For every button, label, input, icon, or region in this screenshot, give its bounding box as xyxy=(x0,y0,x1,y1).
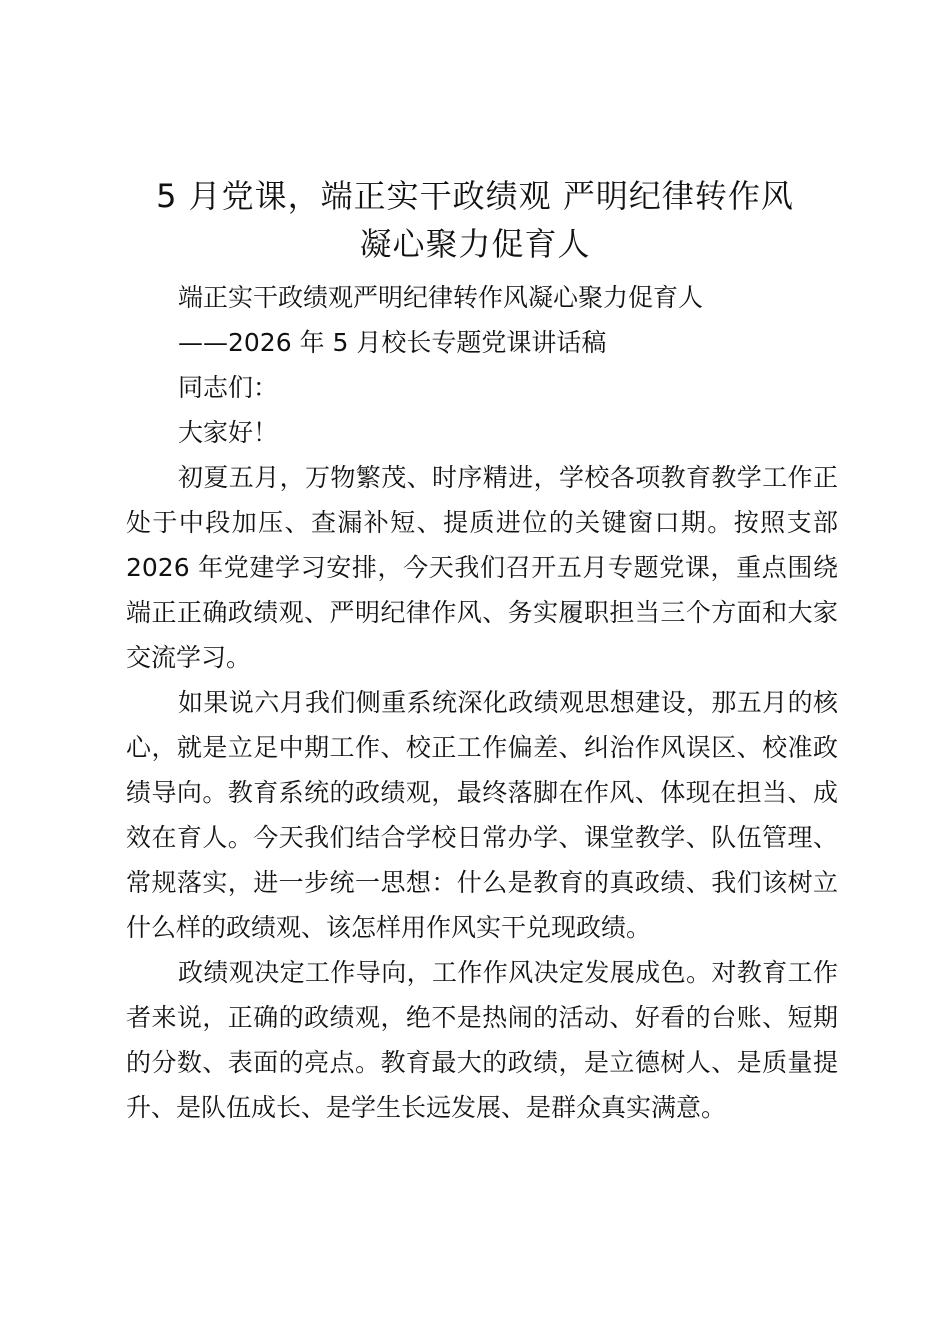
body-paragraph-2: 如果说六月我们侧重系统深化政绩观思想建设，那五月的核心，就是立足中期工作、校正工作偏差、纠治作风误区、校准政绩导向。教育系统的政绩观，最终落脚在作风、体现在担当、成效在育人。今天我们结合学校日常办学、课堂教学、队伍管理、常规落实，进一步统一思想：什么是教育的真政绩、我们该树立什么样的政绩观、该怎样用作风实干兑现政绩。 xyxy=(126,688,838,942)
document-byline: ——2026 年 5 月校长专题党课讲话稿 xyxy=(178,328,607,357)
document-title-line-1: 5 月党课，端正实干政绩观 严明纪律转作风 xyxy=(156,177,794,215)
document-title-line-2: 凝心聚力促育人 xyxy=(359,225,591,263)
greeting: 大家好！ xyxy=(178,418,279,447)
document-subtitle: 端正实干政绩观严明纪律转作风凝心聚力促育人 xyxy=(178,283,704,312)
body-paragraph-1: 初夏五月，万物繁茂、时序精进，学校各项教育教学工作正处于中段加压、查漏补短、提质进位的关键窗口期。按照支部 2026 年党建学习安排，今天我们召开五月专题党课，重点围绕端正正确政绩观、严明纪律作风、务实履职担当三个方面和大家交流学习。 xyxy=(126,463,838,672)
salutation: 同志们： xyxy=(178,373,279,402)
body-paragraph-3: 政绩观决定工作导向，工作作风决定发展成色。对教育工作者来说，正确的政绩观，绝不是热闹的活动、好看的台账、短期的分数、表面的亮点。教育最大的政绩，是立德树人、是质量提升、是队伍成长、是学生长远发展、是群众真实满意。 xyxy=(126,958,838,1122)
